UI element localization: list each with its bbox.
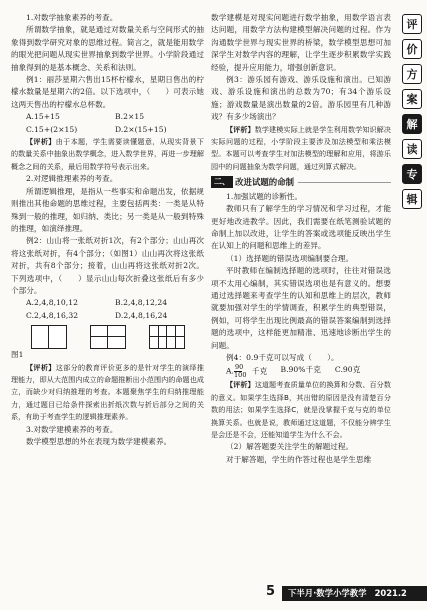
remark-tag: 【评析】 — [226, 380, 255, 390]
example-3: 例3：游乐园有游戏、游乐设施和演出。已知游戏、游乐设施和演出的总数为70；有34个游乐设施；游戏数量是演出数量的2倍。游乐园里有几种游戏？有多少场演出？ — [211, 75, 391, 122]
left-column — [11, 12, 204, 448]
example-4: 例4：0.9千克可以写成（ ）。 — [226, 352, 339, 362]
remark-4 — [211, 379, 391, 441]
right-column — [211, 12, 391, 466]
subheading: （2）解答题要关注学生的解题过程。 — [226, 442, 354, 452]
side-tab: 辑 — [402, 189, 422, 209]
subheading: （1）选择题的错误选项编制要合理。 — [226, 253, 354, 263]
example-1-options — [11, 111, 204, 136]
heading-modeling: 3.对数学建模素养的考查。 — [26, 424, 118, 434]
remark-text: 这道题考查质量单位的换算和分数、百分数的意义。如果学生选择B，其出错的原因是没有清楚百分数的用法；如果学生选择C，就是没掌握千克与克的单位换算关系。也就是说，教师通过这道题，不仅能分辨学生是会还是不会，还能知道学生为什么不会。 — [211, 380, 391, 439]
option: B.2,4,8,12,24 — [115, 298, 168, 308]
side-tab: 解 — [402, 114, 422, 134]
figure-caption: 图1 — [11, 350, 24, 360]
option-b: B.90%千克 — [280, 365, 321, 375]
option: A.2,4,8,10,12 — [26, 298, 79, 308]
remark-tag: 【评析】 — [26, 362, 56, 372]
paragraph: 教师只有了解学生的学习情况和学习过程，才能更好地改进教学。因此，我们需要在纸笔测验试题的命制上加以改进，让学生的答案或选项能反映出学生在认知上的问题和思维上的差异。 — [211, 204, 391, 251]
issue-label: 下半月·数学 — [288, 588, 334, 598]
paragraph: 数学模型思想的外在表现为数学建模素养。 — [26, 437, 172, 446]
remark-tag: 【评析】 — [226, 124, 255, 134]
remark-2 — [11, 362, 204, 424]
section-heading — [211, 176, 391, 188]
example-4-options — [211, 364, 391, 379]
folding-figure — [11, 322, 204, 349]
fold-diagram-2 — [90, 325, 126, 349]
heading-abstraction: 1.对数学抽象素养的考查。 — [26, 13, 118, 22]
section-rule — [298, 182, 391, 183]
option: B.2×15 — [115, 112, 145, 122]
footer-strip — [282, 586, 427, 601]
remark-text: 由于本题，学生需要读懂题意，从现实背景下的数量关系中抽象出数学概念，进入数学世界，再进一步理解概念之间的关系，最后用数学符号表示出来。 — [11, 137, 205, 171]
remark-text: 数学建模实际上就是学生利用数学知识解决实际问题的过程，小学阶段主要涉及加法模型和乘法模型。本题可以考查学生对加法模型的理解和应用，将游乐园中的问题抽象为数学问题，通过列算式解决。 — [211, 124, 391, 171]
side-tab: 评 — [402, 14, 422, 34]
option: C.2,4,8,16,32 — [26, 310, 79, 320]
issue-year: 2021.2 — [374, 588, 407, 598]
fold-diagram-3 — [149, 325, 185, 349]
subheading: 1.加强试题的诊断性。 — [226, 191, 303, 201]
section-title: 改进试题的命制 — [235, 177, 295, 188]
side-tabs — [401, 14, 423, 214]
paragraph: 所谓数学抽象，就是通过对数量关系与空间形式的抽象得到数学研究对象的思维过程。简言之，就是能用数学的眼光把问题从现实世界抽象到数学世界。小学阶段通过抽象得到的是基本概念、关系和法则。 — [11, 25, 204, 72]
option: D.2×(15+15) — [115, 124, 167, 134]
heading-reasoning: 2.对逻辑推理素养的考查。 — [26, 174, 118, 184]
example-2-options — [11, 297, 204, 322]
page-footer — [0, 582, 427, 604]
paragraph: 数学建模是对现实问题进行数学抽象，用数学语言表达问题，用数学方法构建模型解决问题的过程。作为沟通数学世界与现实世界的桥梁，数学模型思想可加深学生对数学内容的理解，让学生逐步积累数学实践经验，提升应用能力，增强创新意识。 — [211, 13, 391, 72]
option-c: C.90克 — [334, 365, 361, 375]
side-tab: 案 — [402, 89, 422, 109]
example-1: 例1：丽莎星期六售出15杯柠檬水，星期日售出的柠檬水数量是星期六的2倍。以下选项中，（ ）可表示她这两天售出的柠檬水总杯数。 — [11, 75, 204, 109]
side-tab: 方 — [402, 64, 422, 84]
option: C.15+(2×15) — [26, 124, 78, 134]
side-tab: 价 — [402, 39, 422, 59]
side-tab: 读 — [402, 139, 422, 159]
example-2: 例2：山山将一张纸对折1次，有2个部分；山山再次将这张纸对折，有4个部分；（如图1）山山再次将这张纸对折，共有8个部分；接着，山山再将这张纸对折2次。下列选项中，（ ）显示山山每次折叠这张纸后有多少个部分。 — [11, 236, 204, 295]
side-tab: 专 — [402, 164, 422, 184]
remark-text: 这部分的教育评价更多的是针对学生的演绎推理能力，即从大范围内成立的命题推断出小范围内的命题也成立，而缺少对归纳推理的考查。本题聚焦学生的归纳推理能力，通过题目已给条件探索出折纸次数与折后部分之间的关系，有助于考查学生的逻辑推理素养。 — [11, 362, 205, 422]
paragraph: 所谓逻辑推理，是指从一些事实和命题出发，依据规则推出其他命题的思维过程，主要包括两类：一类是从特殊到一般的推理，如归纳、类比；另一类是从一般到特殊的推理，如演绎推理。 — [11, 186, 204, 233]
paragraph: 对于解答题，学生的作答过程也是学生思维 — [226, 454, 372, 464]
option: D.2,4,8,16,24 — [115, 310, 168, 320]
page-number: 5 — [266, 584, 276, 599]
fraction: $\frac{90}{100}$ — [234, 363, 247, 380]
paragraph: 平时教师在编制选择题的选项时，往往对错误选项不太用心编制，其实错误选项也是有意义的。想要通过选择题来考查学生的认知和思维上的层次，教师就要加强对学生的学情调查，积累学生的典型错误，例如，可将学生出现比例最高的错误答案编制到选择题的选项中，这样能更加精准、迅速地诊断出学生的问题。 — [211, 266, 391, 350]
option: A.15+15 — [26, 112, 60, 122]
remark-3 — [211, 124, 391, 174]
fold-diagram-1 — [31, 325, 67, 349]
brand-label: 小学教学 — [333, 588, 367, 598]
section-number: 二、 — [211, 176, 233, 188]
remark-tag: 【评析】 — [26, 137, 56, 147]
option-a: A. $\frac{90}{100}$ 千克 — [226, 363, 268, 380]
remark-1 — [11, 136, 204, 173]
